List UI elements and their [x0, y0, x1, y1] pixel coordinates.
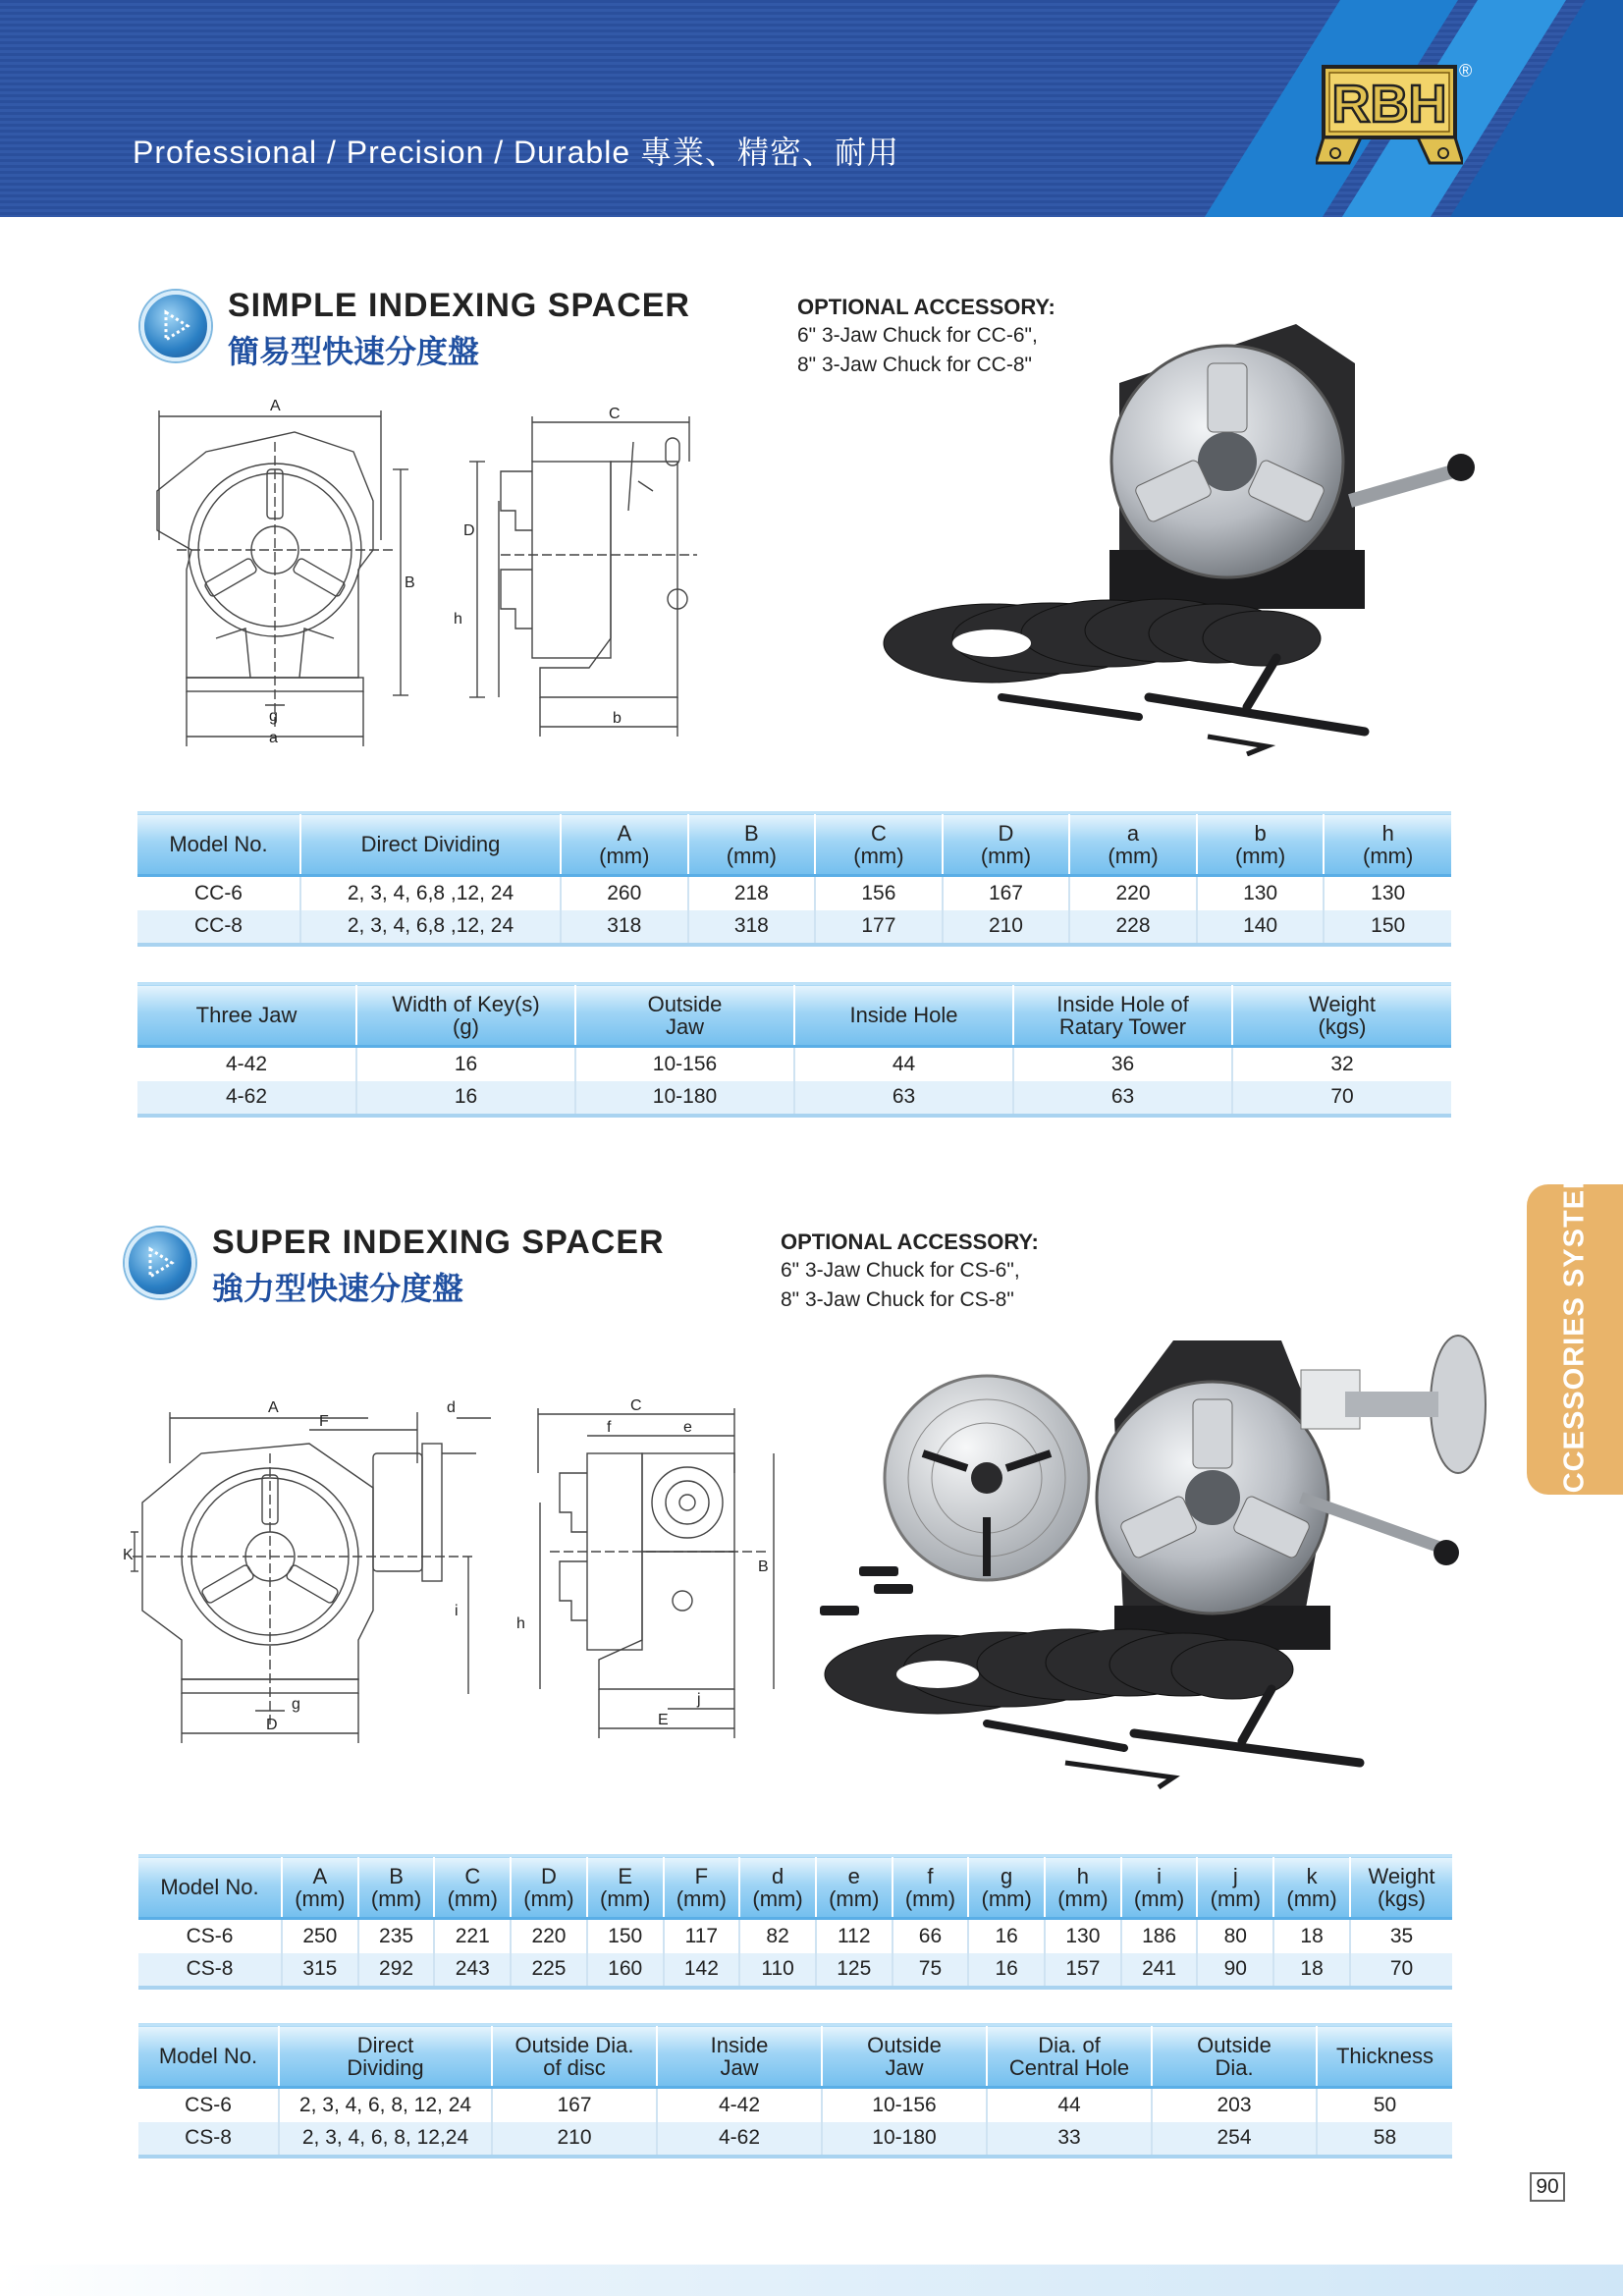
dim-label: B [758, 1558, 769, 1575]
table-cell: 254 [1152, 2122, 1317, 2157]
header-line: (mm) [447, 1886, 498, 1911]
table-header-cell [138, 2025, 279, 2088]
table-header-cell [587, 1856, 664, 1919]
header-line: (mm) [1133, 1886, 1185, 1911]
super-spec-table [138, 1854, 1452, 1990]
table-cell: 150 [1324, 910, 1451, 945]
table-header-cell [1324, 813, 1451, 876]
header-line: e [847, 1863, 860, 1888]
table-cell: 16 [968, 1919, 1045, 1953]
simple-front-drawing [147, 393, 422, 756]
table-cell: CS-8 [138, 1953, 282, 1988]
header-line: (mm) [726, 843, 777, 868]
header-line: C [464, 1863, 481, 1888]
table-header-cell [511, 1856, 587, 1919]
header-line: Thickness [1335, 2044, 1434, 2068]
header-line: Inside Hole of [1056, 991, 1189, 1016]
table-cell: 156 [815, 876, 943, 910]
header-line: Weight [1368, 1863, 1435, 1888]
table-cell: 2, 3, 4, 6, 8, 12,24 [279, 2122, 492, 2157]
header-line: B [389, 1863, 404, 1888]
table-cell: 186 [1121, 1919, 1198, 1953]
header-line: Inside Hole [849, 1003, 958, 1027]
header-line: (mm) [1210, 1886, 1261, 1911]
page-header [0, 0, 1623, 217]
dim-label: B [405, 574, 415, 591]
table-header-cell [815, 813, 943, 876]
header-line: Model No. [158, 2044, 258, 2068]
table-cell: 82 [739, 1919, 816, 1953]
table-cell: 210 [943, 910, 1070, 945]
header-line: Outside [1197, 2032, 1271, 2057]
table-cell: 16 [356, 1081, 575, 1116]
super-disc-table [138, 2023, 1452, 2159]
header-line: Outside [867, 2032, 942, 2057]
footer-bar [0, 2265, 1623, 2296]
table-cell: 70 [1232, 1081, 1451, 1116]
dim-label: K [123, 1547, 134, 1563]
table-cell: 10-180 [575, 1081, 794, 1116]
table-header-cell [1069, 813, 1197, 876]
table-cell: 160 [587, 1953, 664, 1988]
table-header-cell [1273, 1856, 1350, 1919]
dim-label: i [455, 1603, 459, 1619]
header-line: Direct Dividing [360, 832, 501, 856]
table-cell: 110 [739, 1953, 816, 1988]
header-line: Weight [1308, 991, 1377, 1016]
header-line: Model No. [160, 1875, 259, 1899]
dim-label: C [609, 406, 621, 422]
logo-text: RBH [1331, 75, 1447, 134]
header-line: i [1157, 1863, 1163, 1888]
table-cell: 44 [794, 1047, 1013, 1081]
table-header-cell [434, 1856, 511, 1919]
header-line: (mm) [904, 1886, 956, 1911]
header-line: Inside [710, 2032, 769, 2057]
dim-label: A [270, 398, 281, 414]
table-cell: 292 [358, 1953, 435, 1988]
simple-spec-table [137, 811, 1451, 947]
table-cell: 142 [664, 1953, 740, 1988]
table-cell: 167 [943, 876, 1070, 910]
header-line: Dia. [1215, 2054, 1254, 2080]
section-arrow-icon [140, 291, 211, 361]
table-cell: 35 [1350, 1919, 1452, 1953]
table-row [138, 2122, 1452, 2157]
table-row [137, 1081, 1451, 1116]
simple-title-en: SIMPLE INDEXING SPACER [228, 287, 690, 324]
table-header-cell [1152, 2025, 1317, 2088]
table-cell: 16 [356, 1047, 575, 1081]
header-line: A [312, 1863, 328, 1888]
table-cell: 50 [1317, 2088, 1452, 2122]
table-header-cell [1197, 1856, 1273, 1919]
side-tab-label: ACCESSORIES SYSTEM [1558, 1164, 1591, 1515]
table-header-cell [137, 984, 356, 1047]
header-line: C [870, 820, 887, 846]
registered-mark: ® [1459, 61, 1473, 81]
table-cell: 10-156 [822, 2088, 987, 2122]
table-cell: 112 [816, 1919, 893, 1953]
table-cell: 117 [664, 1919, 740, 1953]
header-line: (g) [453, 1013, 479, 1039]
header-line: Jaw [720, 2054, 759, 2080]
super-accessory-title: OPTIONAL ACCESSORY: [781, 1230, 1039, 1254]
dim-label: C [630, 1397, 642, 1414]
table-cell: 157 [1045, 1953, 1121, 1988]
dim-label: D [266, 1717, 278, 1733]
table-cell: 203 [1152, 2088, 1317, 2122]
table-cell: 90 [1197, 1953, 1273, 1988]
header-line: (mm) [853, 843, 904, 868]
table-cell: 18 [1273, 1919, 1350, 1953]
dim-label: g [269, 708, 278, 725]
dim-label: e [683, 1419, 692, 1436]
header-line: Outside [647, 991, 723, 1016]
header-line: Ratary Tower [1058, 1013, 1187, 1039]
header-line: D [541, 1863, 557, 1888]
dim-label: j [697, 1691, 701, 1708]
table-header-cell [657, 2025, 822, 2088]
table-header-cell [1232, 984, 1451, 1047]
simple-accessory-line: 8" 3-Jaw Chuck for CC-8" [797, 354, 1032, 376]
table-header-cell [1350, 1856, 1452, 1919]
super-front-drawing [123, 1394, 496, 1748]
header-tagline: Professional / Precision / Durable 專業、精密、耐用 [133, 135, 900, 170]
header-line: (mm) [1286, 1886, 1337, 1911]
table-cell: CC-6 [137, 876, 300, 910]
table-cell: 220 [1069, 876, 1197, 910]
table-cell: 315 [282, 1953, 358, 1988]
table-header-cell [300, 813, 561, 876]
table-cell: 2, 3, 4, 6, 8, 12, 24 [279, 2088, 492, 2122]
table-header-cell [282, 1856, 358, 1919]
header-line: f [927, 1863, 934, 1888]
simple-product-photo [864, 304, 1492, 756]
table-cell: 70 [1350, 1953, 1452, 1988]
table-header-cell [575, 984, 794, 1047]
table-cell: 4-62 [657, 2122, 822, 2157]
table-header-cell [1197, 813, 1325, 876]
table-cell: 10-156 [575, 1047, 794, 1081]
header-line: (kgs) [1378, 1886, 1426, 1911]
header-line: (mm) [980, 843, 1032, 868]
table-header-cell [893, 1856, 969, 1919]
table-header-cell [664, 1856, 740, 1919]
table-cell: 75 [893, 1953, 969, 1988]
table-header-cell [356, 984, 575, 1047]
table-header-cell [968, 1856, 1045, 1919]
super-title-zh: 強力型快速分度盤 [212, 1271, 464, 1306]
table-cell: 218 [688, 876, 816, 910]
header-line: (mm) [1057, 1886, 1109, 1911]
table-row [138, 1919, 1452, 1953]
section-side-tab [1527, 1164, 1623, 1515]
table-header-cell [492, 2025, 657, 2088]
table-cell: CC-8 [137, 910, 300, 945]
section-arrow-icon [125, 1228, 195, 1298]
table-cell: 4-62 [137, 1081, 356, 1116]
table-cell: 318 [688, 910, 816, 945]
table-header-cell [822, 2025, 987, 2088]
header-line: (mm) [295, 1886, 346, 1911]
table-cell: 130 [1197, 876, 1325, 910]
table-cell: 130 [1324, 876, 1451, 910]
header-line: Jaw [885, 2054, 924, 2080]
table-cell: 4-42 [657, 2088, 822, 2122]
super-side-drawing [501, 1394, 776, 1748]
header-line: Dia. of [1038, 2032, 1101, 2057]
header-line: F [694, 1863, 709, 1888]
header-line: g [1001, 1863, 1013, 1888]
header-line: b [1254, 820, 1267, 846]
table-cell: 130 [1045, 1919, 1121, 1953]
table-cell: 318 [561, 910, 688, 945]
header-line: Three Jaw [195, 1003, 298, 1027]
table-row [137, 1047, 1451, 1081]
table-cell: 221 [434, 1919, 511, 1953]
table-row [138, 2088, 1452, 2122]
table-cell: 140 [1197, 910, 1325, 945]
simple-title-zh: 簡易型快速分度盤 [228, 334, 480, 369]
table-cell: 150 [587, 1919, 664, 1953]
header-line: k [1306, 1863, 1318, 1888]
table-header-cell [688, 813, 816, 876]
table-cell: 220 [511, 1919, 587, 1953]
table-header-cell [816, 1856, 893, 1919]
table-cell: 66 [893, 1919, 969, 1953]
table-cell: 2, 3, 4, 6,8 ,12, 24 [300, 910, 561, 945]
table-cell: 125 [816, 1953, 893, 1988]
table-cell: 18 [1273, 1953, 1350, 1988]
table-header-cell [794, 984, 1013, 1047]
dim-label: f [607, 1419, 612, 1436]
header-line: (mm) [1363, 843, 1414, 868]
simple-side-drawing [442, 403, 707, 741]
header-line: Dividing [347, 2054, 424, 2080]
dim-label: D [463, 522, 475, 539]
header-line: D [998, 820, 1014, 846]
table-row [138, 1953, 1452, 1988]
table-header-cell [943, 813, 1070, 876]
table-header-cell [1121, 1856, 1198, 1919]
table-cell: CS-8 [138, 2122, 279, 2157]
table-header-cell [138, 1856, 282, 1919]
simple-jaw-table [137, 982, 1451, 1118]
table-cell: 80 [1197, 1919, 1273, 1953]
table-cell: 177 [815, 910, 943, 945]
header-line: Width of Key(s) [392, 991, 540, 1016]
super-product-photo [810, 1331, 1497, 1792]
table-cell: 243 [434, 1953, 511, 1988]
table-header-cell [1013, 984, 1232, 1047]
header-line: (mm) [600, 1886, 651, 1911]
header-line: Central Hole [1008, 2054, 1130, 2080]
header-line: Jaw [665, 1013, 705, 1039]
table-row [137, 910, 1451, 945]
table-cell: 4-42 [137, 1047, 356, 1081]
dim-label: F [319, 1413, 329, 1430]
super-accessory-line: 6" 3-Jaw Chuck for CS-6", [781, 1259, 1020, 1282]
table-cell: 63 [1013, 1081, 1232, 1116]
table-header-cell [358, 1856, 435, 1919]
header-line: d [771, 1863, 784, 1888]
header-line: (mm) [829, 1886, 880, 1911]
header-line: A [617, 820, 632, 846]
dim-label: d [447, 1399, 456, 1416]
table-header-cell [279, 2025, 492, 2088]
header-line: (mm) [981, 1886, 1032, 1911]
dim-label: E [658, 1712, 669, 1728]
header-line: j [1232, 1863, 1238, 1888]
table-header-cell [137, 813, 300, 876]
table-cell: CS-6 [138, 2088, 279, 2122]
table-header-cell [987, 2025, 1152, 2088]
header-line: a [1126, 820, 1140, 846]
table-cell: 63 [794, 1081, 1013, 1116]
table-cell: 225 [511, 1953, 587, 1988]
table-cell: 167 [492, 2088, 657, 2122]
dim-label: g [292, 1696, 300, 1713]
table-cell: 10-180 [822, 2122, 987, 2157]
header-line: Outside Dia. [514, 2032, 634, 2057]
header-line: (mm) [1108, 843, 1159, 868]
page-number: 90 [1530, 2172, 1565, 2202]
table-cell: 16 [968, 1953, 1045, 1988]
header-line: (mm) [1234, 843, 1286, 868]
header-line: Direct [356, 2032, 414, 2057]
header-line: (mm) [752, 1886, 803, 1911]
simple-accessory-line: 6" 3-Jaw Chuck for CC-6", [797, 324, 1038, 347]
super-accessory-line: 8" 3-Jaw Chuck for CS-8" [781, 1288, 1014, 1311]
header-line: (mm) [370, 1886, 422, 1911]
table-cell: 235 [358, 1919, 435, 1953]
dim-label: A [268, 1399, 279, 1416]
header-line: E [618, 1863, 632, 1888]
header-line: h [1381, 820, 1394, 846]
dim-label: h [454, 611, 462, 628]
table-header-cell [561, 813, 688, 876]
table-cell: 241 [1121, 1953, 1198, 1988]
simple-accessory-title: OPTIONAL ACCESSORY: [797, 295, 1055, 319]
header-line: (kgs) [1318, 1013, 1367, 1039]
table-cell: CS-6 [138, 1919, 282, 1953]
table-row [137, 876, 1451, 910]
dim-label: b [613, 710, 622, 727]
dim-label: a [269, 730, 278, 746]
header-line: B [744, 820, 759, 846]
table-cell: 36 [1013, 1047, 1232, 1081]
dim-label: h [516, 1615, 525, 1632]
table-cell: 33 [987, 2122, 1152, 2157]
header-line: (mm) [523, 1886, 574, 1911]
header-line: (mm) [676, 1886, 728, 1911]
header-line: of disc [543, 2054, 606, 2080]
table-cell: 210 [492, 2122, 657, 2157]
table-header-cell [739, 1856, 816, 1919]
table-cell: 44 [987, 2088, 1152, 2122]
table-header-cell [1317, 2025, 1452, 2088]
table-cell: 250 [282, 1919, 358, 1953]
table-cell: 260 [561, 876, 688, 910]
header-line: Model No. [169, 832, 268, 856]
table-cell: 32 [1232, 1047, 1451, 1081]
super-title-en: SUPER INDEXING SPACER [212, 1224, 665, 1261]
table-cell: 58 [1317, 2122, 1452, 2157]
table-header-cell [1045, 1856, 1121, 1919]
table-cell: 228 [1069, 910, 1197, 945]
header-line: (mm) [599, 843, 650, 868]
table-cell: 2, 3, 4, 6,8 ,12, 24 [300, 876, 561, 910]
rbh-logo [1316, 61, 1463, 169]
header-line: h [1076, 1863, 1089, 1888]
